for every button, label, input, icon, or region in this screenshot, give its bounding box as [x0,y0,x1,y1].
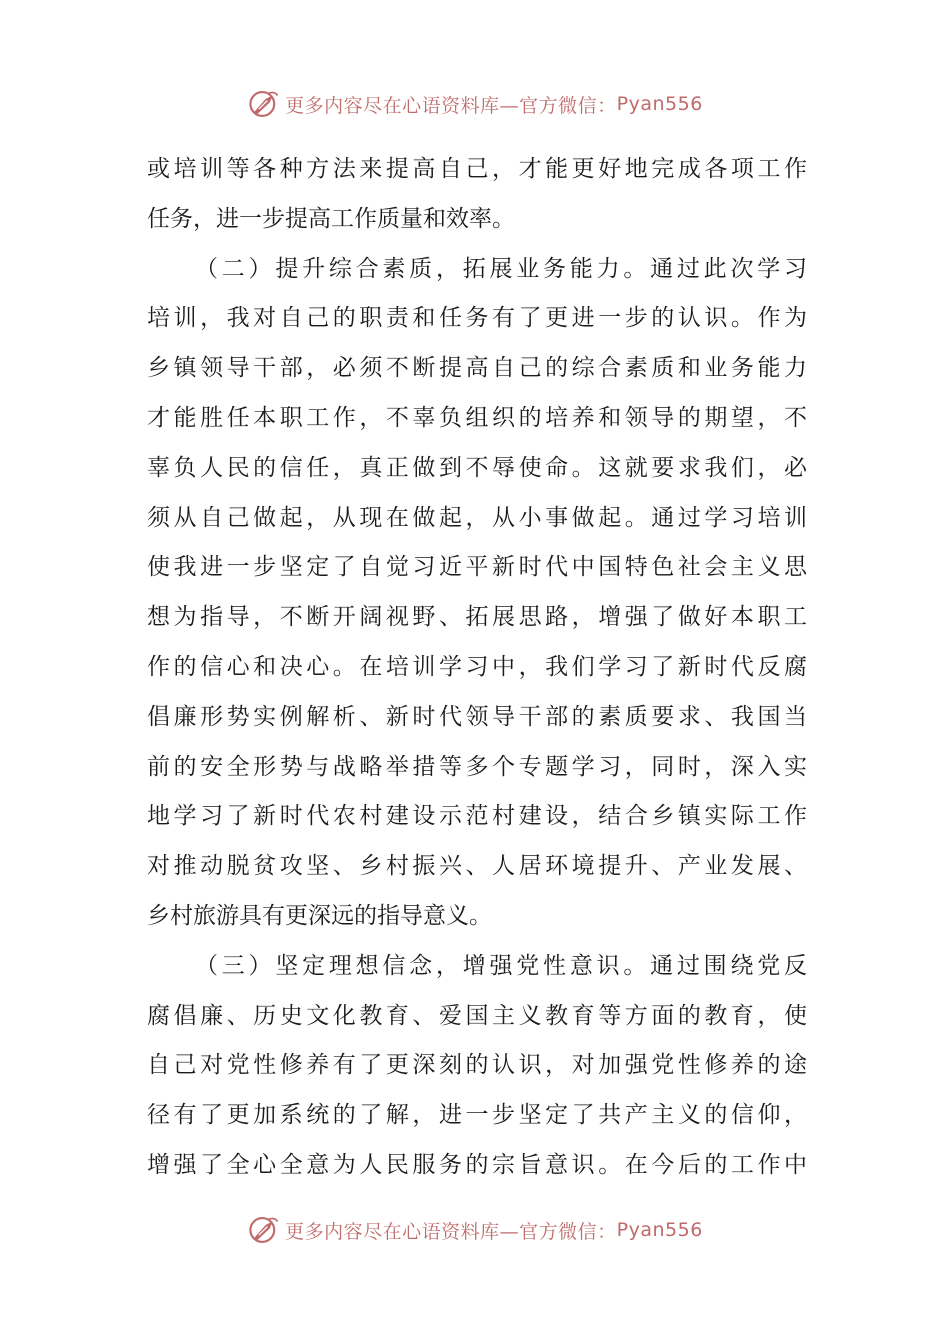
body-line-7: 辜负人民的信任，真正做到不辱使命。这就要求我们，必 [147,454,807,481]
body-line-6: 才能胜任本职工作，不辜负组织的培养和领导的期望，不 [147,404,807,431]
watermark-text: 更多内容尽在心语资料库—官方微信： [285,94,617,117]
watermark-wechat-id: Pyan556 [616,1219,703,1241]
body-line-8: 须从自己做起，从现在做起，从小事做起。通过学习培训 [147,504,807,531]
body-line-16: 乡村旅游具有更深远的指导意义。 [147,902,492,929]
document-body [147,145,807,1191]
body-line-19: 自己对党性修养有了更深刻的认识，对加强党性修养的途 [147,1052,807,1079]
body-line-4: 培训，我对自己的职责和任务有了更进一步的认识。作为 [147,305,807,332]
body-line-2: 任务，进一步提高工作质量和效率。 [147,205,515,232]
body-line-15: 对推动脱贫攻坚、乡村振兴、人居环境提升、产业发展、 [147,853,807,880]
body-line-12: 倡廉形势实例解析、新时代领导干部的素质要求、我国当 [147,703,807,730]
watermark-footer [0,1208,950,1252]
body-line-5: 乡镇领导干部，必须不断提高自己的综合素质和业务能力 [147,355,807,382]
body-line-20: 径有了更加系统的了解，进一步坚定了共产主义的信仰， [147,1102,807,1129]
body-line-9: 使我进一步坚定了自觉习近平新时代中国特色社会主义思 [147,554,807,581]
watermark-wechat-id: Pyan556 [616,93,703,115]
pen-nib-logo-icon [247,87,281,121]
body-line-11: 作的信心和决心。在培训学习中，我们学习了新时代反腐 [147,653,807,680]
body-line-17: （三）坚定理想信念，增强党性意识。通过围绕党反 [195,952,807,979]
body-line-18: 腐倡廉、历史文化教育、爱国主义教育等方面的教育，使 [147,1002,807,1029]
body-line-13: 前的安全形势与战略举措等多个专题学习，同时，深入实 [147,753,807,780]
body-line-21: 增强了全心全意为人民服务的宗旨意识。在今后的工作中 [147,1151,807,1178]
body-line-10: 想为指导，不断开阔视野、拓展思路，增强了做好本职工 [147,604,807,631]
body-line-3: （二）提升综合素质，拓展业务能力。通过此次学习 [195,255,807,282]
body-line-14: 地学习了新时代农村建设示范村建设，结合乡镇实际工作 [147,803,807,830]
watermark-text: 更多内容尽在心语资料库—官方微信： [285,1220,617,1243]
watermark-header [0,82,950,126]
body-line-1: 或培训等各种方法来提高自己，才能更好地完成各项工作 [147,156,807,182]
pen-nib-logo-icon [247,1213,281,1247]
